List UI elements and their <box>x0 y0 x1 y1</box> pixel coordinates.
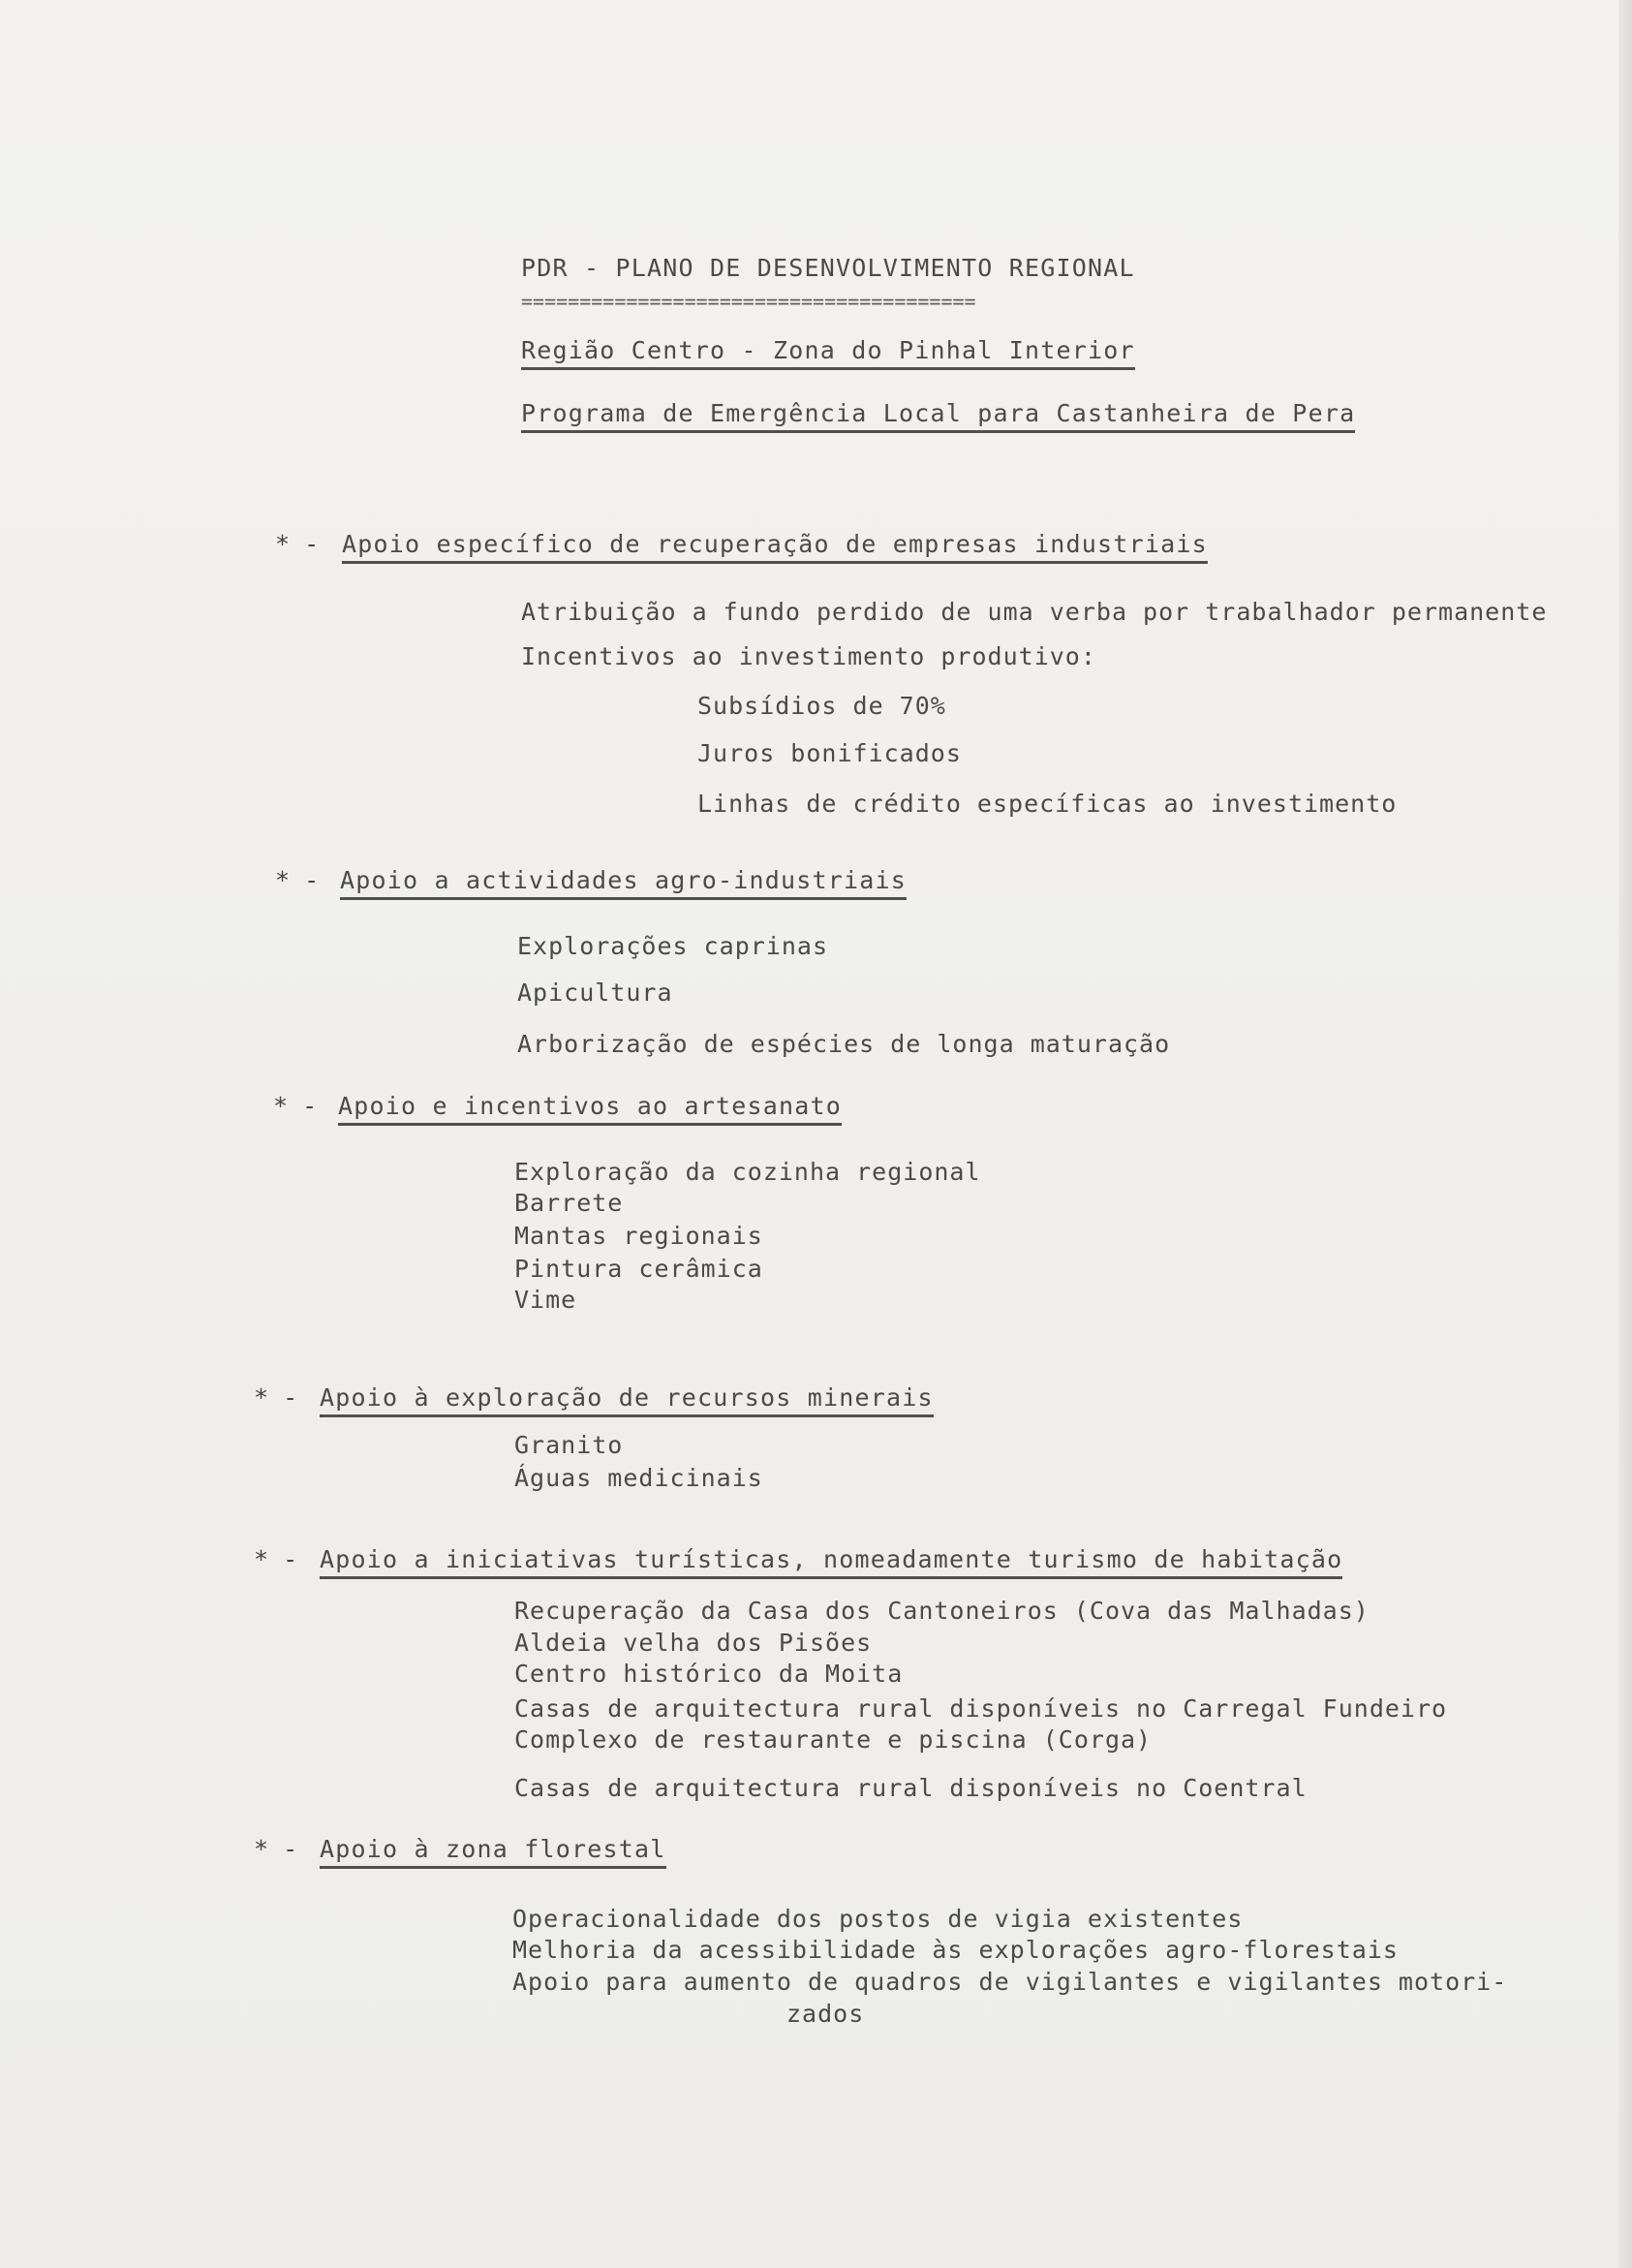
list-item: Casas de arquitectura rural disponíveis no Carregal Fundeiro <box>514 1694 1448 1723</box>
section-heading-industrial: Apoio específico de recuperação de empresas industriais <box>342 530 1208 564</box>
title-double-rule: ======================================= <box>521 290 976 310</box>
bullet-marker: * - <box>275 530 320 558</box>
bullet-marker: * - <box>275 866 320 894</box>
list-item: Incentivos ao investimento produtivo: <box>521 642 1096 670</box>
list-item: Vime <box>514 1286 577 1314</box>
list-item: Águas medicinais <box>514 1464 763 1492</box>
section-heading-florestal: Apoio à zona florestal <box>320 1835 666 1869</box>
list-item: Operacionalidade dos postos de vigia existentes <box>512 1905 1244 1933</box>
list-item: Exploração da cozinha regional <box>514 1158 981 1186</box>
list-item: Arborização de espécies de longa maturação <box>517 1030 1171 1058</box>
list-item: Apicultura <box>517 979 673 1007</box>
bullet-marker: * - <box>254 1383 298 1412</box>
list-subitem: Juros bonificados <box>697 739 962 767</box>
list-item: Melhoria da acessibilidade às explorações agro-florestais <box>512 1936 1399 1964</box>
list-item: Atribuição a fundo perdido de uma verba por trabalhador permanente <box>521 598 1548 626</box>
document-title: PDR - PLANO DE DESENVOLVIMENTO REGIONAL <box>521 254 1135 282</box>
list-item: Centro histórico da Moita <box>514 1660 904 1688</box>
list-item-continuation: zados <box>786 2000 865 2028</box>
list-item: Aldeia velha dos Pisões <box>514 1629 873 1657</box>
section-heading-artesanato: Apoio e incentivos ao artesanato <box>338 1092 842 1126</box>
list-item: Casas de arquitectura rural disponíveis no Coentral <box>514 1774 1308 1802</box>
list-item: Explorações caprinas <box>517 932 829 960</box>
region-subtitle: Região Centro - Zona do Pinhal Interior <box>521 336 1135 370</box>
section-heading-minerais: Apoio à exploração de recursos minerais <box>320 1383 934 1417</box>
bullet-marker: * - <box>254 1545 298 1573</box>
list-item: Apoio para aumento de quadros de vigilantes e vigilantes motori- <box>512 1968 1508 1996</box>
program-subtitle: Programa de Emergência Local para Castanheira de Pera <box>521 399 1355 433</box>
bullet-marker: * - <box>273 1092 318 1120</box>
section-heading-turismo: Apoio a iniciativas turísticas, nomeadamente turismo de habitação <box>320 1545 1342 1579</box>
list-item: Recuperação da Casa dos Cantoneiros (Cova das Malhadas) <box>514 1597 1370 1625</box>
list-item: Complexo de restaurante e piscina (Corga) <box>514 1725 1153 1754</box>
paper-edge <box>1618 0 1632 2268</box>
list-item: Mantas regionais <box>514 1222 763 1250</box>
list-item: Granito <box>514 1431 624 1459</box>
bullet-marker: * - <box>254 1835 298 1863</box>
list-subitem: Linhas de crédito específicas ao investimento <box>697 790 1398 818</box>
list-item: Barrete <box>514 1189 624 1217</box>
list-item: Pintura cerâmica <box>514 1255 763 1283</box>
list-subitem: Subsídios de 70% <box>697 692 946 720</box>
section-heading-agro: Apoio a actividades agro-industriais <box>340 866 907 900</box>
